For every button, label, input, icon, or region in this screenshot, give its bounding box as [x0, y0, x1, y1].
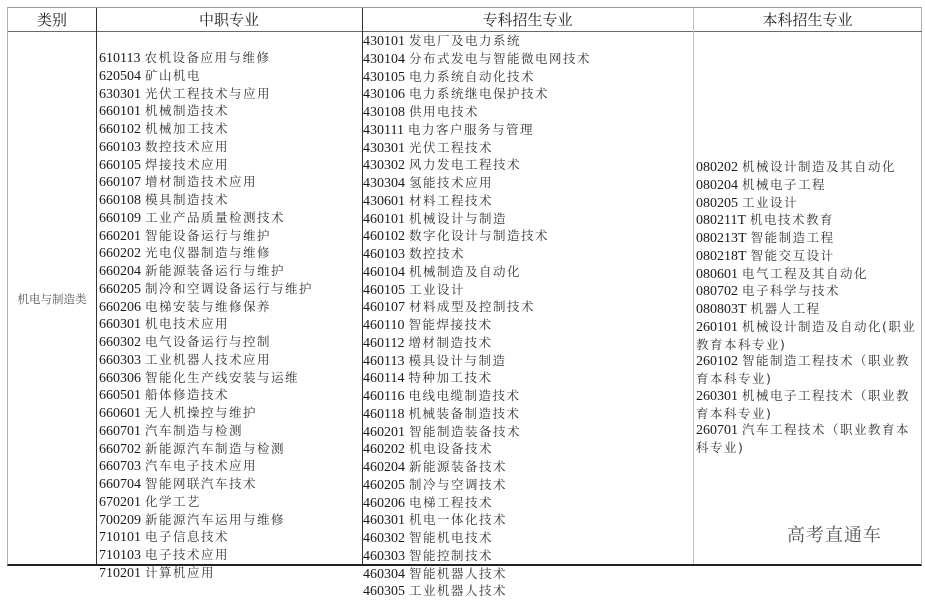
list-item — [363, 353, 591, 371]
major-name: 焊接技术应用 — [145, 156, 230, 172]
major-code: 660206 — [99, 299, 141, 315]
list-item — [99, 352, 313, 370]
major-code: 460302 — [363, 531, 405, 546]
major-name: 矿山机电 — [145, 67, 202, 83]
major-name: 智能交互设计 — [750, 247, 835, 263]
list-item — [99, 494, 313, 512]
major-name: 机械制造技术 — [145, 103, 230, 119]
major-code: 710103 — [99, 548, 141, 563]
major-code: 660105 — [99, 157, 141, 173]
secondary-vocational-list — [99, 50, 313, 583]
major-name: 制冷与空调技术 — [409, 476, 508, 492]
major-name: 机械加工技术 — [145, 121, 230, 136]
major-name: 工业机器人技术应用 — [145, 351, 272, 367]
major-name: 增材制造技术应用 — [145, 174, 258, 190]
major-code: 460110 — [363, 318, 405, 333]
major-code: 460118 — [363, 406, 405, 422]
list-item — [99, 103, 313, 121]
major-code: 660702 — [99, 441, 141, 457]
major-code: 460112 — [363, 335, 405, 351]
major-code: 660103 — [99, 139, 141, 155]
major-name: 特种加工技术 — [408, 370, 493, 386]
major-code: 080601 — [696, 266, 738, 282]
major-name: 机电设备技术 — [409, 441, 494, 457]
column-divider — [96, 8, 97, 564]
major-code: 430105 — [363, 69, 405, 85]
list-item — [363, 335, 591, 353]
major-code: 460105 — [363, 282, 405, 298]
major-code: 080803T — [696, 302, 747, 317]
major-code: 660101 — [99, 104, 141, 120]
major-code: 460305 — [363, 584, 405, 600]
list-item — [363, 530, 591, 548]
list-item — [363, 317, 591, 335]
major-name: 电线电缆制造技术 — [408, 388, 521, 403]
list-item — [696, 159, 918, 177]
major-code: 460116 — [363, 389, 405, 404]
major-code: 080202 — [696, 160, 738, 175]
major-name: 增材制造技术 — [408, 334, 493, 350]
major-name: 机电一体化技术 — [409, 512, 508, 528]
major-name: 新能源汽车运用与维修 — [145, 511, 286, 527]
major-name: 电子信息技术 — [145, 529, 230, 545]
major-name: 数控技术 — [409, 246, 466, 261]
major-name: 智能制造工程 — [750, 230, 835, 245]
major-code: 660306 — [99, 370, 141, 386]
major-name: 智能设备运行与维护 — [145, 227, 272, 243]
major-name: 发电厂及电力系统 — [409, 33, 522, 48]
major-name: 机电技术教育 — [750, 212, 835, 228]
major-code: 660701 — [99, 423, 141, 439]
major-name: 计算机应用 — [145, 564, 216, 580]
major-code: 430111 — [363, 122, 404, 138]
major-code: 630301 — [99, 86, 141, 102]
major-name: 智能化生产线安装与运维 — [145, 369, 300, 385]
major-name: 电力客户服务与管理 — [407, 121, 534, 137]
major-code: 660703 — [99, 459, 141, 475]
major-name: 智能机电技术 — [409, 530, 494, 545]
list-item — [696, 212, 918, 230]
major-code: 460204 — [363, 460, 405, 475]
list-item — [363, 69, 591, 87]
column-divider — [693, 8, 694, 564]
major-name: 工业机器人技术 — [409, 583, 508, 599]
list-item — [99, 458, 313, 476]
major-code: 660301 — [99, 317, 141, 333]
major-code: 670201 — [99, 494, 141, 510]
header-undergraduate: 本科招生专业 — [693, 8, 922, 32]
list-item — [696, 388, 918, 423]
header-secondary-vocational: 中职专业 — [96, 8, 362, 32]
major-code: 430106 — [363, 87, 405, 103]
list-item — [363, 424, 591, 442]
major-code: 660204 — [99, 264, 141, 279]
major-name: 光电仪器制造与维修 — [145, 245, 272, 261]
major-name: 新能源汽车制造与检测 — [145, 440, 286, 456]
major-name: 工业产品质量检测技术 — [145, 209, 286, 225]
list-item — [363, 140, 591, 158]
major-name: 机械电子工程 — [742, 176, 827, 192]
major-name: 供用电技术 — [409, 104, 480, 119]
list-item — [363, 228, 591, 246]
major-code: 080211T — [696, 213, 747, 229]
list-item — [363, 477, 591, 495]
list-item — [99, 210, 313, 228]
major-code: 460303 — [363, 548, 405, 564]
major-code: 700209 — [99, 512, 141, 528]
major-name: 农机设备应用与维修 — [144, 50, 271, 65]
major-name: 模具设计与制造 — [408, 352, 507, 368]
major-code: 660501 — [99, 388, 141, 404]
major-code: 710101 — [99, 530, 141, 546]
major-name: 智能制造工程技术（职业教育本科专业) — [696, 353, 911, 386]
major-name: 智能制造装备技术 — [409, 423, 522, 439]
major-name: 光伏工程技术与应用 — [145, 85, 272, 101]
major-code: 080205 — [696, 195, 738, 211]
major-code: 660202 — [99, 246, 141, 262]
major-name: 机械设计制造及其自动化 — [742, 159, 897, 174]
major-code: 660102 — [99, 122, 141, 137]
major-name: 电梯安装与维修保养 — [145, 298, 272, 314]
major-name: 材料成型及控制技术 — [409, 299, 536, 315]
major-code: 660303 — [99, 352, 141, 368]
major-name: 机械制造及自动化 — [409, 263, 522, 279]
list-item — [696, 195, 918, 213]
list-item — [696, 230, 918, 248]
list-item — [99, 512, 313, 530]
major-name: 无人机操控与维护 — [145, 405, 258, 420]
major-name: 制冷和空调设备运行与维护 — [145, 280, 314, 296]
list-item — [696, 301, 918, 319]
list-item — [99, 334, 313, 352]
major-name: 光伏工程技术 — [409, 139, 494, 155]
major-code: 080213T — [696, 231, 747, 246]
list-item — [696, 319, 918, 354]
category-cell: 机电与制造类 — [17, 292, 87, 306]
list-item — [99, 281, 313, 299]
major-code: 460202 — [363, 442, 405, 458]
list-item — [363, 299, 591, 317]
major-code: 610113 — [99, 51, 141, 66]
list-item — [363, 264, 591, 282]
major-code: 620504 — [99, 68, 141, 84]
major-code: 430301 — [363, 140, 405, 156]
major-code: 080204 — [696, 177, 738, 193]
list-item — [363, 495, 591, 513]
major-name: 电子科学与技术 — [742, 283, 841, 299]
major-name: 智能控制技术 — [409, 547, 494, 563]
list-item — [99, 316, 313, 334]
list-item — [363, 512, 591, 530]
list-item — [363, 33, 591, 51]
list-item — [363, 86, 591, 104]
major-name: 氢能技术应用 — [409, 175, 494, 190]
major-name: 船体修造技术 — [145, 387, 230, 403]
list-item — [363, 548, 591, 566]
major-name: 汽车制造与检测 — [145, 422, 244, 438]
major-name: 数控技术应用 — [145, 138, 230, 154]
major-name: 机械设计制造及自动化(职业教育本科专业) — [696, 318, 917, 352]
major-name: 新能源装备技术 — [409, 459, 508, 474]
list-item — [363, 246, 591, 264]
major-name: 风力发电工程技术 — [409, 157, 522, 173]
list-item — [99, 50, 313, 68]
major-name: 分布式发电与智能微电网技术 — [409, 50, 592, 66]
list-item — [99, 68, 313, 86]
major-code: 460201 — [363, 424, 405, 440]
major-name: 智能网联汽车技术 — [145, 476, 258, 491]
majors-table — [7, 7, 922, 600]
major-name: 材料工程技术 — [409, 192, 494, 208]
list-item — [363, 193, 591, 211]
list-item — [363, 459, 591, 477]
list-item — [99, 387, 313, 405]
major-name: 汽车工程技术（职业教育本科专业) — [696, 422, 911, 455]
major-code: 660107 — [99, 175, 141, 191]
major-code: 460104 — [363, 264, 405, 280]
major-code: 460205 — [363, 477, 405, 493]
list-item — [696, 266, 918, 284]
major-code: 460301 — [363, 513, 405, 529]
list-item — [363, 583, 591, 601]
list-item — [363, 441, 591, 459]
list-item — [99, 405, 313, 423]
list-item — [99, 86, 313, 104]
list-item — [99, 139, 313, 157]
list-item — [99, 441, 313, 459]
list-item — [363, 104, 591, 122]
list-item — [99, 121, 313, 139]
list-item — [99, 370, 313, 388]
undergraduate-list — [696, 159, 918, 457]
major-code: 460102 — [363, 229, 405, 245]
major-code: 260101 — [696, 319, 738, 335]
major-code: 460103 — [363, 247, 405, 262]
major-code: 080218T — [696, 248, 747, 264]
list-item — [696, 353, 918, 388]
major-name: 化学工艺 — [145, 493, 202, 509]
major-code: 660108 — [99, 193, 141, 208]
list-item — [363, 282, 591, 300]
list-item — [99, 547, 313, 565]
list-item — [99, 192, 313, 210]
major-name: 电力系统自动化技术 — [409, 68, 536, 84]
list-item — [99, 157, 313, 175]
major-code: 430104 — [363, 51, 405, 67]
list-item — [363, 51, 591, 69]
major-name: 机械装备制造技术 — [408, 405, 521, 421]
list-item — [99, 245, 313, 263]
major-code: 660302 — [99, 335, 141, 350]
major-code: 660601 — [99, 406, 141, 421]
list-item — [99, 228, 313, 246]
major-name: 智能机器人技术 — [409, 565, 508, 581]
major-code: 460107 — [363, 300, 405, 316]
major-name: 机械设计与制造 — [409, 210, 508, 226]
list-item — [696, 177, 918, 195]
major-name: 电气设备运行与控制 — [145, 334, 272, 349]
list-item — [99, 565, 313, 583]
major-code: 260301 — [696, 388, 738, 404]
major-code: 260701 — [696, 423, 738, 439]
major-name: 工业设计 — [409, 281, 466, 297]
list-item — [99, 174, 313, 192]
list-item — [363, 175, 591, 193]
list-item — [99, 529, 313, 547]
major-code: 460113 — [363, 353, 405, 369]
major-code: 660704 — [99, 477, 141, 492]
major-name: 电力系统继电保护技术 — [409, 86, 550, 102]
list-item — [363, 566, 591, 584]
junior-college-list — [363, 33, 591, 601]
major-name: 机械电子工程技术（职业教育本科专业) — [696, 387, 911, 421]
major-name: 新能源装备运行与维护 — [145, 263, 286, 278]
major-code: 660201 — [99, 228, 141, 244]
major-name: 机电技术应用 — [145, 316, 230, 332]
major-name: 智能焊接技术 — [408, 317, 493, 332]
major-code: 460304 — [363, 566, 405, 582]
list-item — [99, 423, 313, 441]
list-item — [363, 157, 591, 175]
list-item — [99, 263, 313, 281]
list-item — [696, 248, 918, 266]
major-name: 工业设计 — [742, 194, 799, 210]
major-name: 汽车电子技术应用 — [145, 458, 258, 474]
list-item — [363, 388, 591, 406]
major-code: 260102 — [696, 354, 738, 370]
major-name: 电子技术应用 — [145, 547, 230, 562]
major-name: 数字化设计与制造技术 — [409, 228, 550, 244]
major-code: 660205 — [99, 281, 141, 297]
major-code: 430304 — [363, 176, 405, 191]
major-code: 430601 — [363, 193, 405, 209]
major-code: 460101 — [363, 211, 405, 227]
major-name: 机器人工程 — [750, 301, 821, 316]
major-code: 710201 — [99, 565, 141, 581]
major-code: 080702 — [696, 284, 738, 300]
list-item — [696, 283, 918, 301]
header-junior-college: 专科招生专业 — [362, 8, 693, 32]
list-item — [363, 122, 591, 140]
major-code: 660109 — [99, 210, 141, 226]
list-item — [99, 476, 313, 494]
major-name: 模具制造技术 — [145, 192, 230, 207]
major-code: 430302 — [363, 158, 405, 174]
major-code: 460206 — [363, 495, 405, 511]
major-code: 430101 — [363, 34, 405, 49]
header-category: 类别 — [8, 8, 96, 32]
major-name: 电梯工程技术 — [409, 494, 494, 510]
major-code: 430108 — [363, 105, 405, 120]
major-code: 460114 — [363, 371, 405, 387]
major-name: 电气工程及其自动化 — [742, 265, 869, 281]
list-item — [363, 370, 591, 388]
list-item — [363, 211, 591, 229]
list-item — [363, 406, 591, 424]
watermark-text: 高考直通车 — [787, 525, 882, 546]
list-item — [696, 422, 918, 457]
list-item — [99, 299, 313, 317]
